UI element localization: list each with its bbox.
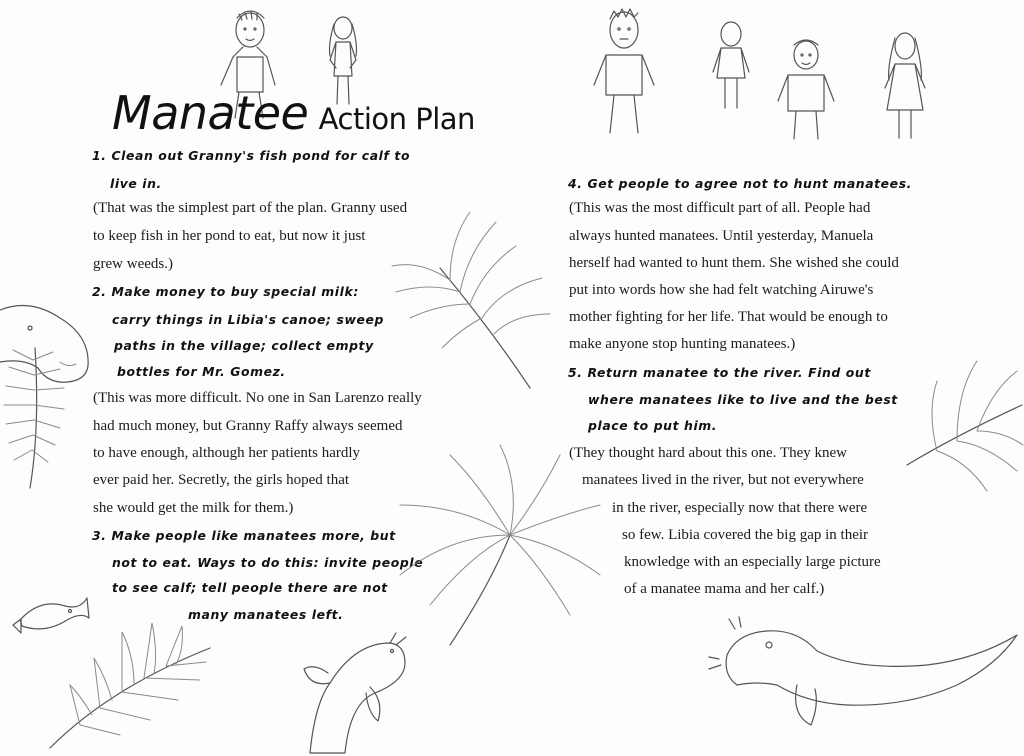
note4-line1: (This was the most difficult part of all. People had [569,200,871,216]
step1-line1: 1. Clean out Granny's fish pond for calf to [92,148,411,163]
note1-line3: grew weeds.) [93,256,173,272]
note5-line1: (They thought hard about this one. They knew [569,445,847,461]
title-part2: Action Plan [318,102,475,136]
step4-line1: 4. Get people to agree not to hunt manatees. [568,176,912,191]
note5-line4: so few. Libia covered the big gap in their [622,527,869,543]
step2-line1: 2. Make money to buy special milk: [92,284,359,299]
note2-line3: to have enough, although her patients hardly [93,445,361,461]
note4-line3: herself had wanted to hunt them. She wished she could [569,255,899,271]
right-page [512,0,1024,756]
boy-drawing-icon [592,5,662,135]
note4-line5: mother fighting for her life. That would be enough to [569,309,888,325]
note1-line1: (That was the simplest part of the plan. Granny used [93,200,408,216]
step2-line4: bottles for Mr. Gomez. [117,364,286,379]
boy-drawing-icon [774,35,844,145]
girl-drawing-icon [877,28,932,143]
note4-line2: always hunted manatees. Until yesterday, Manuela [569,228,874,244]
step3-line1: 3. Make people like manatees more, but [92,528,396,543]
title-part1: Manatee [112,86,309,140]
step3-line3: to see calf; tell people there are not [112,580,388,595]
note5-line6: of a manatee mama and her calf.) [624,581,825,597]
page-title [112,86,475,140]
step2-line3: paths in the village; collect empty [114,338,374,353]
girl-drawing-icon [707,18,757,118]
step5-line3: place to put him. [588,418,718,433]
step3-line4: many manatees left. [188,607,344,622]
note4-line6: make anyone stop hunting manatees.) [569,336,796,352]
step3-line2: not to eat. Ways to do this: invite people [112,555,424,570]
fern-icon [0,340,90,490]
note5-line3: in the river, especially now that there were [612,500,868,516]
note2-line1: (This was more difficult. No one in San Larenzo really [93,390,422,406]
manatee-drawing-icon [707,615,1022,730]
step1-line2: live in. [110,176,162,191]
note5-line2: manatees lived in the river, but not everywhere [582,472,864,488]
note2-line2: had much money, but Granny Raffy always seemed [93,418,403,434]
fern-leaf-icon [40,600,220,750]
step5-line2: where manatees like to live and the best [588,392,898,407]
note4-line4: put into words how she had felt watching Airuwe's [569,282,874,298]
step2-line2: carry things in Libia's canoe; sweep [112,312,384,327]
step5-line1: 5. Return manatee to the river. Find out [568,365,871,380]
note2-line4: ever paid her. Secretly, the girls hoped that [93,472,350,488]
note5-line5: knowledge with an especially large picture [624,554,881,570]
note2-line5: she would get the milk for them.) [93,500,294,516]
palm-leaf-icon [897,355,1024,495]
note1-line2: to keep fish in her pond to eat, but now it just [93,228,366,244]
